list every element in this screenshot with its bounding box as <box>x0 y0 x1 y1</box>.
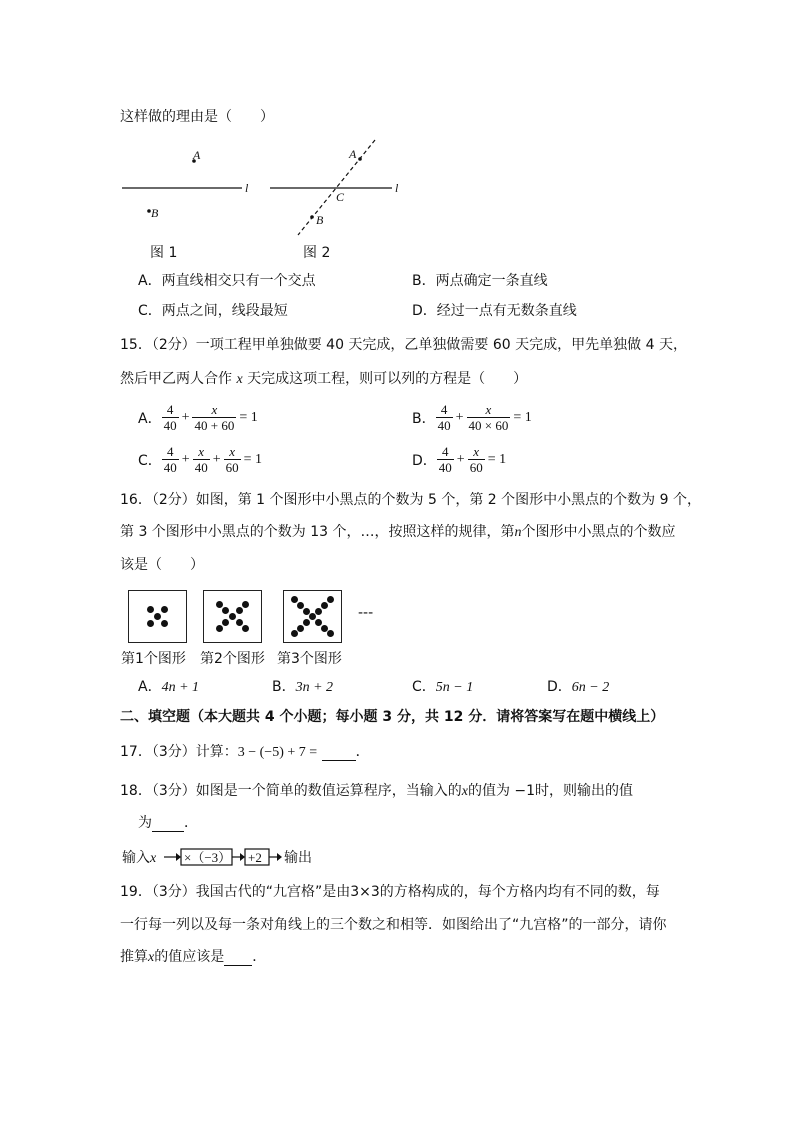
q17-line: 17．（3分）计算：3 − (−5) + 7 = ． <box>120 744 370 760</box>
q19-answer-blank[interactable] <box>224 949 252 966</box>
q14-option-a[interactable]: A．两直线相交只有一个交点 <box>138 273 316 289</box>
flow-arrow-3-head <box>277 853 282 861</box>
dot <box>321 602 328 609</box>
dot <box>222 607 229 614</box>
dot <box>154 613 161 620</box>
dot-figure-3 <box>283 590 342 643</box>
q16-option-d[interactable]: D．6n − 2 <box>547 679 610 695</box>
dot <box>297 602 304 609</box>
dot <box>147 606 154 613</box>
dot <box>222 619 229 626</box>
q16-line3: 该是（ ） <box>120 557 204 573</box>
q19-line3: 推算x的值应该是 ． <box>120 949 267 965</box>
q15-option-c[interactable]: C． $\frac{4}{40}$ + $\frac{x}{40}$ + $\frac{x}{60}$ = 1 <box>138 444 262 475</box>
flow-diagram <box>164 848 284 866</box>
q14-stem-tail: 这样做的理由是（ ） <box>120 109 274 125</box>
q15-option-b[interactable]: B． $\frac{4}{40}$ + $\frac{x}{40 \times 60}$ = 1 <box>412 402 532 433</box>
dot-figure-caption-1: 第1个图形 <box>121 651 186 667</box>
fig2-point-b <box>310 215 314 219</box>
dot <box>161 620 168 627</box>
q16-line2: 第 3 个图形中小黑点的个数为 13 个，…，按照这样的规律，第n个图形中小黑点的个数应 <box>120 524 676 540</box>
flow-output-label: 输出 <box>284 850 312 866</box>
dot <box>236 607 243 614</box>
q16-option-c[interactable]: C．5n − 1 <box>412 679 474 695</box>
fig2-label-a: A <box>349 147 357 161</box>
flow-arrow-1-head <box>176 853 181 861</box>
dot <box>242 601 249 608</box>
fig1-label-b: B <box>151 206 159 220</box>
q15-option-d[interactable]: D． $\frac{4}{40}$ + $\frac{x}{60}$ = 1 <box>412 444 507 475</box>
dot-figure-caption-2: 第2个图形 <box>200 651 265 667</box>
fig1-label-l: l <box>245 181 249 195</box>
q14-option-c[interactable]: C．两点之间，线段最短 <box>138 303 288 319</box>
q16-line1: 16．（2分）如图，第 1 个图形中小黑点的个数为 5 个，第 2 个图形中小黑点的个数为 9 个， <box>120 492 701 508</box>
q16-option-b[interactable]: B．3n + 2 <box>272 679 334 695</box>
dot <box>216 601 223 608</box>
dot <box>303 619 310 626</box>
q15-option-a[interactable]: A． $\frac{4}{40}$ + $\frac{x}{40 + 60}$ = 1 <box>138 402 258 433</box>
dot <box>309 613 316 620</box>
dot <box>315 608 322 615</box>
dot <box>229 613 236 620</box>
flow-box-2-text: +2 <box>248 850 262 865</box>
q18-answer-blank[interactable] <box>152 815 184 832</box>
q18-line1: 18．（3分）如图是一个简单的数值运算程序，当输入的x的值为 −1时，则输出的值 <box>120 783 634 799</box>
q14-option-d[interactable]: D．经过一点有无数条直线 <box>412 303 577 319</box>
flow-box-1-text: ×（−3） <box>184 850 232 865</box>
dot <box>315 619 322 626</box>
dot <box>327 596 334 603</box>
q15-line1: 15．（2分）一项工程甲单独做要 40 天完成，乙单独做需要 60 天完成，甲先单独做 4 天， <box>120 337 687 353</box>
fig1-caption: 图 1 <box>150 245 178 261</box>
flow-input-label: 输入x <box>122 850 157 866</box>
dot <box>147 620 154 627</box>
flow-arrow-2-head <box>240 853 245 861</box>
q16-option-a[interactable]: A．4n + 1 <box>138 679 200 695</box>
fig2-label-c: C <box>336 190 345 204</box>
dot <box>161 606 168 613</box>
dot-figure-1 <box>128 590 187 643</box>
dot-figure-ellipsis: --- <box>358 605 374 621</box>
fig1-label-a: A <box>193 148 201 162</box>
q15-line2: 然后甲乙两人合作 x 天完成这项工程，则可以列的方程是（ ） <box>120 371 528 387</box>
dot <box>291 630 298 637</box>
q18-line2: 为 ． <box>138 815 198 831</box>
section2-heading: 二、填空题（本大题共 4 个小题；每小题 3 分，共 12 分．请将答案写在题中横线上） <box>120 709 665 725</box>
fig2-label-l: l <box>395 181 399 195</box>
dot <box>327 630 334 637</box>
dot-figure-caption-3: 第3个图形 <box>277 651 342 667</box>
dot <box>242 625 249 632</box>
dot <box>297 625 304 632</box>
q14-figures <box>110 138 410 243</box>
q19-line2: 一行每一列以及每一条对角线上的三个数之和相等．如图给出了“九宫格”的一部分，请你 <box>120 917 667 933</box>
q14-option-b[interactable]: B．两点确定一条直线 <box>412 273 548 289</box>
dot <box>291 596 298 603</box>
dot-figure-2 <box>203 590 262 643</box>
dot <box>216 625 223 632</box>
fig2-point-a <box>358 157 362 161</box>
fig2-caption: 图 2 <box>303 245 331 261</box>
dot <box>236 619 243 626</box>
q19-line1: 19．（3分）我国古代的“九宫格”是由3×3的方格构成的，每个方格内均有不同的数，每 <box>120 884 660 900</box>
fig2-label-b: B <box>316 213 324 227</box>
q17-answer-blank[interactable] <box>322 744 356 761</box>
